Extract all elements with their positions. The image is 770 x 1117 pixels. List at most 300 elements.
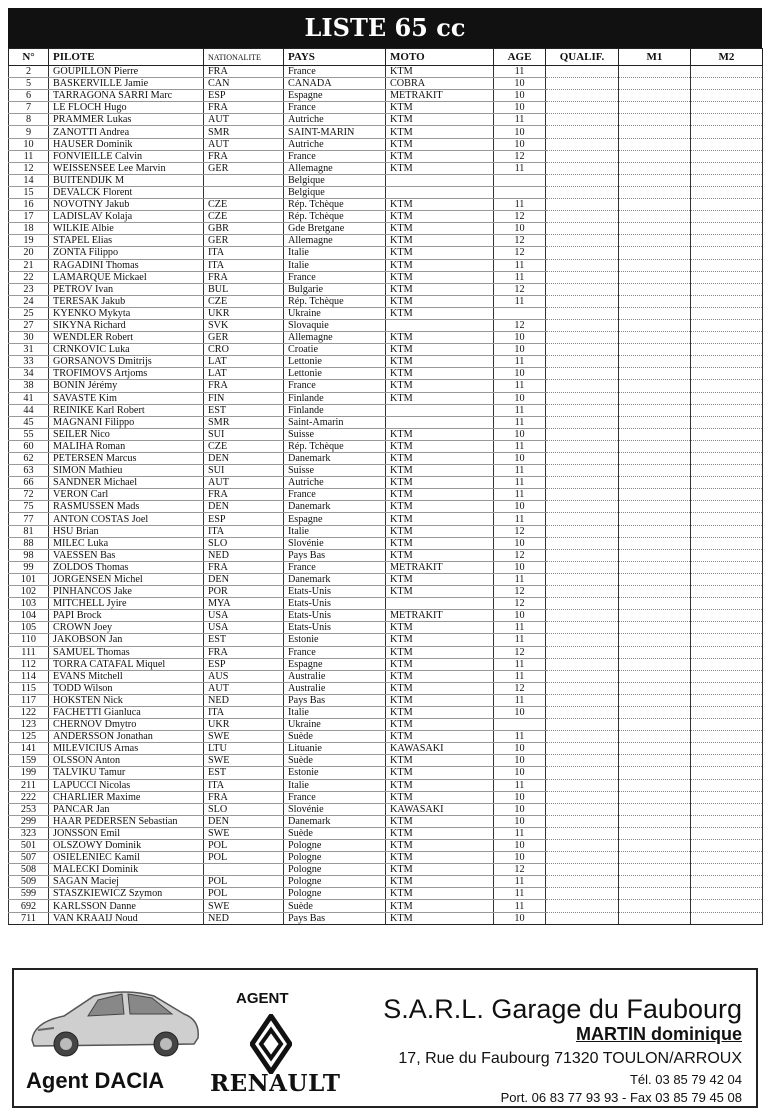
m2-cell xyxy=(691,888,763,900)
row-pilote: BUITENDIJK M xyxy=(49,174,204,186)
m2-cell xyxy=(691,682,763,694)
row-pays: Danemark xyxy=(284,453,386,465)
m1-cell xyxy=(619,283,691,295)
row-pilote: TALVIKU Tamur xyxy=(49,767,204,779)
row-pilote: NOVOTNY Jakub xyxy=(49,199,204,211)
row-nationalite: FRA xyxy=(204,561,284,573)
row-moto: KTM xyxy=(386,102,494,114)
row-age: 11 xyxy=(494,622,546,634)
row-number: 2 xyxy=(9,66,49,78)
row-age: 10 xyxy=(494,392,546,404)
row-moto: KTM xyxy=(386,864,494,876)
m2-cell xyxy=(691,126,763,138)
row-nationalite: EST xyxy=(204,404,284,416)
m2-cell xyxy=(691,489,763,501)
row-number: 12 xyxy=(9,162,49,174)
table-header xyxy=(9,49,763,66)
row-pilote: FACHETTI Gianluca xyxy=(49,706,204,718)
row-nationalite: FIN xyxy=(204,392,284,404)
qualif-cell xyxy=(546,271,619,283)
renault-logo-icon xyxy=(250,1014,292,1074)
m2-cell xyxy=(691,852,763,864)
m2-cell xyxy=(691,223,763,235)
m2-cell xyxy=(691,66,763,78)
row-number: 507 xyxy=(9,852,49,864)
row-age: 10 xyxy=(494,501,546,513)
row-number: 23 xyxy=(9,283,49,295)
row-pilote: HSU Brian xyxy=(49,525,204,537)
m1-cell xyxy=(619,513,691,525)
qualif-cell xyxy=(546,573,619,585)
qualif-cell xyxy=(546,719,619,731)
row-nationalite: GER xyxy=(204,235,284,247)
row-pays: Etats-Unis xyxy=(284,586,386,598)
m1-cell xyxy=(619,235,691,247)
row-number: 10 xyxy=(9,138,49,150)
row-pilote: MALECKI Dominik xyxy=(49,864,204,876)
qualif-cell xyxy=(546,90,619,102)
row-number: 33 xyxy=(9,356,49,368)
m2-cell xyxy=(691,755,763,767)
row-moto: METRAKIT xyxy=(386,610,494,622)
row-number: 105 xyxy=(9,622,49,634)
row-pays: Italie xyxy=(284,706,386,718)
row-number: 112 xyxy=(9,658,49,670)
m2-cell xyxy=(691,307,763,319)
row-pays: Belgique xyxy=(284,186,386,198)
m1-cell xyxy=(619,658,691,670)
row-pays: Finlande xyxy=(284,392,386,404)
row-age: 11 xyxy=(494,489,546,501)
m1-cell xyxy=(619,307,691,319)
row-pays: France xyxy=(284,150,386,162)
qualif-cell xyxy=(546,247,619,259)
row-nationalite: SLO xyxy=(204,537,284,549)
row-nationalite: BUL xyxy=(204,283,284,295)
row-pays: France xyxy=(284,380,386,392)
row-moto: KTM xyxy=(386,876,494,888)
row-number: 45 xyxy=(9,416,49,428)
row-nationalite: CRO xyxy=(204,344,284,356)
qualif-cell xyxy=(546,392,619,404)
row-nationalite: CZE xyxy=(204,440,284,452)
row-moto: KTM xyxy=(386,767,494,779)
row-pilote: WILKIE Albie xyxy=(49,223,204,235)
qualif-cell xyxy=(546,416,619,428)
row-nationalite: SWE xyxy=(204,827,284,839)
table-row xyxy=(9,779,763,791)
row-pays: Espagne xyxy=(284,90,386,102)
row-nationalite: ITA xyxy=(204,247,284,259)
table-row xyxy=(9,186,763,198)
m2-cell xyxy=(691,779,763,791)
row-pilote: KARLSSON Danne xyxy=(49,900,204,912)
m1-cell xyxy=(619,428,691,440)
row-pays: Suède xyxy=(284,731,386,743)
col-pays: PAYS xyxy=(284,49,386,66)
row-pilote: OSIELENIEC Kamil xyxy=(49,852,204,864)
row-age: 11 xyxy=(494,513,546,525)
row-age: 10 xyxy=(494,368,546,380)
m2-cell xyxy=(691,199,763,211)
m2-cell xyxy=(691,900,763,912)
m1-cell xyxy=(619,259,691,271)
row-pays: Autriche xyxy=(284,138,386,150)
row-age: 12 xyxy=(494,319,546,331)
row-age: 11 xyxy=(494,658,546,670)
m2-cell xyxy=(691,840,763,852)
qualif-cell xyxy=(546,598,619,610)
m1-cell xyxy=(619,900,691,912)
row-nationalite: SUI xyxy=(204,465,284,477)
row-pays: Etats-Unis xyxy=(284,598,386,610)
row-number: 117 xyxy=(9,694,49,706)
row-nationalite: FRA xyxy=(204,380,284,392)
row-pays: SAINT-MARIN xyxy=(284,126,386,138)
row-pays: France xyxy=(284,102,386,114)
qualif-cell xyxy=(546,900,619,912)
row-pilote: ZONTA Filippo xyxy=(49,247,204,259)
row-pays: Lituanie xyxy=(284,743,386,755)
row-pilote: LAPUCCI Nicolas xyxy=(49,779,204,791)
qualif-cell xyxy=(546,223,619,235)
row-age: 12 xyxy=(494,586,546,598)
row-age: 11 xyxy=(494,694,546,706)
row-pays: Espagne xyxy=(284,513,386,525)
manager-name: MARTIN dominique xyxy=(576,1024,742,1044)
table-row xyxy=(9,501,763,513)
qualif-cell xyxy=(546,670,619,682)
row-moto: KTM xyxy=(386,513,494,525)
m1-cell xyxy=(619,126,691,138)
row-moto: KTM xyxy=(386,731,494,743)
row-nationalite: FRA xyxy=(204,489,284,501)
table-row xyxy=(9,440,763,452)
row-pays: Slovaquie xyxy=(284,319,386,331)
row-moto: KAWASAKI xyxy=(386,743,494,755)
row-pilote: ANDERSSON Jonathan xyxy=(49,731,204,743)
row-moto: KTM xyxy=(386,259,494,271)
row-number: 115 xyxy=(9,682,49,694)
row-nationalite: POL xyxy=(204,852,284,864)
m2-cell xyxy=(691,694,763,706)
row-nationalite: USA xyxy=(204,622,284,634)
row-moto: KAWASAKI xyxy=(386,803,494,815)
m2-cell xyxy=(691,561,763,573)
qualif-cell xyxy=(546,815,619,827)
row-nationalite: LTU xyxy=(204,743,284,755)
qualif-cell xyxy=(546,549,619,561)
row-age: 11 xyxy=(494,416,546,428)
row-pays: Croatie xyxy=(284,344,386,356)
table-row xyxy=(9,586,763,598)
m1-cell xyxy=(619,573,691,585)
m1-cell xyxy=(619,295,691,307)
m1-cell xyxy=(619,138,691,150)
qualif-cell xyxy=(546,586,619,598)
garage-name: S.A.R.L. Garage du Faubourg xyxy=(383,994,742,1024)
table-row xyxy=(9,174,763,186)
row-number: 8 xyxy=(9,114,49,126)
row-moto: KTM xyxy=(386,900,494,912)
row-pilote: HAAR PEDERSEN Sebastian xyxy=(49,815,204,827)
table-row xyxy=(9,561,763,573)
row-pays: Suisse xyxy=(284,465,386,477)
row-number: 101 xyxy=(9,573,49,585)
row-nationalite: GER xyxy=(204,162,284,174)
m2-cell xyxy=(691,815,763,827)
row-age: 11 xyxy=(494,356,546,368)
m1-cell xyxy=(619,174,691,186)
row-age: 11 xyxy=(494,779,546,791)
row-moto: KTM xyxy=(386,307,494,319)
row-pays: Pays Bas xyxy=(284,912,386,924)
qualif-cell xyxy=(546,852,619,864)
row-pilote: PANCAR Jan xyxy=(49,803,204,815)
row-number: 77 xyxy=(9,513,49,525)
row-pays: Italie xyxy=(284,247,386,259)
m2-cell xyxy=(691,622,763,634)
row-moto: KTM xyxy=(386,852,494,864)
row-age: 10 xyxy=(494,138,546,150)
row-pilote: PETERSEN Marcus xyxy=(49,453,204,465)
row-moto: KTM xyxy=(386,694,494,706)
qualif-cell xyxy=(546,537,619,549)
row-pays: Danemark xyxy=(284,501,386,513)
row-pilote: ANTON COSTAS Joel xyxy=(49,513,204,525)
m1-cell xyxy=(619,319,691,331)
row-pays: France xyxy=(284,271,386,283)
m1-cell xyxy=(619,719,691,731)
row-number: 599 xyxy=(9,888,49,900)
m2-cell xyxy=(691,791,763,803)
row-number: 60 xyxy=(9,440,49,452)
row-moto: KTM xyxy=(386,380,494,392)
row-nationalite: ESP xyxy=(204,658,284,670)
table-row xyxy=(9,247,763,259)
row-nationalite: CZE xyxy=(204,295,284,307)
row-pilote: GOUPILLON Pierre xyxy=(49,66,204,78)
row-moto: KTM xyxy=(386,247,494,259)
row-pilote: SAVASTE Kim xyxy=(49,392,204,404)
row-pays: Autriche xyxy=(284,477,386,489)
qualif-cell xyxy=(546,440,619,452)
row-number: 253 xyxy=(9,803,49,815)
qualif-cell xyxy=(546,489,619,501)
table-row xyxy=(9,803,763,815)
table-row xyxy=(9,622,763,634)
row-number: 711 xyxy=(9,912,49,924)
row-nationalite: SWE xyxy=(204,755,284,767)
table-row xyxy=(9,138,763,150)
row-age: 12 xyxy=(494,247,546,259)
m2-cell xyxy=(691,670,763,682)
row-pilote: STAPEL Elias xyxy=(49,235,204,247)
row-pays: Lettonie xyxy=(284,368,386,380)
row-number: 34 xyxy=(9,368,49,380)
m1-cell xyxy=(619,416,691,428)
qualif-cell xyxy=(546,513,619,525)
table-row xyxy=(9,815,763,827)
m1-cell xyxy=(619,791,691,803)
row-nationalite: ITA xyxy=(204,259,284,271)
row-moto: KTM xyxy=(386,489,494,501)
row-nationalite xyxy=(204,174,284,186)
row-nationalite: MYA xyxy=(204,598,284,610)
row-moto: KTM xyxy=(386,586,494,598)
m2-cell xyxy=(691,549,763,561)
row-moto: KTM xyxy=(386,634,494,646)
m2-cell xyxy=(691,356,763,368)
row-age: 12 xyxy=(494,549,546,561)
row-pilote: VERON Carl xyxy=(49,489,204,501)
table-row xyxy=(9,731,763,743)
table-row xyxy=(9,199,763,211)
qualif-cell xyxy=(546,465,619,477)
m1-cell xyxy=(619,743,691,755)
table-row xyxy=(9,126,763,138)
row-moto: KTM xyxy=(386,283,494,295)
table-row xyxy=(9,90,763,102)
qualif-cell xyxy=(546,211,619,223)
qualif-cell xyxy=(546,114,619,126)
row-pilote: LAMARQUE Mickael xyxy=(49,271,204,283)
row-age: 11 xyxy=(494,670,546,682)
m1-cell xyxy=(619,465,691,477)
qualif-cell xyxy=(546,912,619,924)
m1-cell xyxy=(619,779,691,791)
qualif-cell xyxy=(546,319,619,331)
row-age: 10 xyxy=(494,815,546,827)
row-moto: KTM xyxy=(386,344,494,356)
table-row xyxy=(9,852,763,864)
row-nationalite: ESP xyxy=(204,513,284,525)
m1-cell xyxy=(619,392,691,404)
row-pilote: WEISSENSEE Lee Marvin xyxy=(49,162,204,174)
table-row xyxy=(9,682,763,694)
row-pays: Belgique xyxy=(284,174,386,186)
row-nationalite: ESP xyxy=(204,90,284,102)
row-moto: KTM xyxy=(386,295,494,307)
row-pays: Suède xyxy=(284,900,386,912)
m2-cell xyxy=(691,368,763,380)
row-moto: KTM xyxy=(386,150,494,162)
row-moto xyxy=(386,174,494,186)
row-pays: Pologne xyxy=(284,888,386,900)
qualif-cell xyxy=(546,356,619,368)
row-pilote: CRNKOVIC Luka xyxy=(49,344,204,356)
row-nationalite: FRA xyxy=(204,646,284,658)
row-pilote: MAGNANI Filippo xyxy=(49,416,204,428)
row-pays: Pologne xyxy=(284,840,386,852)
row-nationalite: FRA xyxy=(204,150,284,162)
table-row xyxy=(9,477,763,489)
row-pays: France xyxy=(284,791,386,803)
row-age: 11 xyxy=(494,380,546,392)
row-pilote: PAPI Brock xyxy=(49,610,204,622)
row-pays: Suisse xyxy=(284,428,386,440)
row-pilote: STASZKIEWICZ Szymon xyxy=(49,888,204,900)
qualif-cell xyxy=(546,840,619,852)
row-number: 111 xyxy=(9,646,49,658)
row-nationalite: SMR xyxy=(204,126,284,138)
row-pilote: JORGENSEN Michel xyxy=(49,573,204,585)
m1-cell xyxy=(619,598,691,610)
row-nationalite: GBR xyxy=(204,223,284,235)
m2-cell xyxy=(691,646,763,658)
row-pays: Slovénie xyxy=(284,537,386,549)
row-pilote: JAKOBSON Jan xyxy=(49,634,204,646)
row-pays: Slovénie xyxy=(284,803,386,815)
row-pays: Pologne xyxy=(284,852,386,864)
m2-cell xyxy=(691,235,763,247)
row-age: 12 xyxy=(494,682,546,694)
row-nationalite: DEN xyxy=(204,573,284,585)
row-number: 18 xyxy=(9,223,49,235)
row-nationalite: SMR xyxy=(204,416,284,428)
row-nationalite: NED xyxy=(204,549,284,561)
m2-cell xyxy=(691,332,763,344)
row-number: 98 xyxy=(9,549,49,561)
table-row xyxy=(9,428,763,440)
row-moto: KTM xyxy=(386,658,494,670)
m1-cell xyxy=(619,162,691,174)
table-row xyxy=(9,489,763,501)
table-row xyxy=(9,670,763,682)
m2-cell xyxy=(691,404,763,416)
m2-cell xyxy=(691,344,763,356)
row-pilote: FONVIEILLE Calvin xyxy=(49,150,204,162)
garage-phone: Tél. 03 85 79 42 04 xyxy=(629,1072,742,1087)
row-pays: Pays Bas xyxy=(284,549,386,561)
row-nationalite: ITA xyxy=(204,525,284,537)
table-row xyxy=(9,453,763,465)
qualif-cell xyxy=(546,622,619,634)
qualif-cell xyxy=(546,610,619,622)
row-nationalite: ITA xyxy=(204,779,284,791)
row-number: 81 xyxy=(9,525,49,537)
renault-label: RENAULT xyxy=(210,1070,341,1097)
row-age: 11 xyxy=(494,66,546,78)
row-moto: KTM xyxy=(386,840,494,852)
row-number: 7 xyxy=(9,102,49,114)
row-moto: KTM xyxy=(386,356,494,368)
qualif-cell xyxy=(546,174,619,186)
row-number: 44 xyxy=(9,404,49,416)
qualif-cell xyxy=(546,634,619,646)
qualif-cell xyxy=(546,199,619,211)
row-age: 10 xyxy=(494,90,546,102)
row-pays: Autriche xyxy=(284,114,386,126)
table-row xyxy=(9,694,763,706)
qualif-cell xyxy=(546,876,619,888)
row-number: 38 xyxy=(9,380,49,392)
m1-cell xyxy=(619,223,691,235)
qualif-cell xyxy=(546,162,619,174)
qualif-cell xyxy=(546,561,619,573)
qualif-cell xyxy=(546,138,619,150)
row-pilote: CHERNOV Dmytro xyxy=(49,719,204,731)
row-pays: Finlande xyxy=(284,404,386,416)
table-row xyxy=(9,537,763,549)
m1-cell xyxy=(619,755,691,767)
row-age: 12 xyxy=(494,646,546,658)
row-moto: KTM xyxy=(386,573,494,585)
row-pays: Lettonie xyxy=(284,356,386,368)
row-number: 62 xyxy=(9,453,49,465)
m2-cell xyxy=(691,731,763,743)
qualif-cell xyxy=(546,283,619,295)
